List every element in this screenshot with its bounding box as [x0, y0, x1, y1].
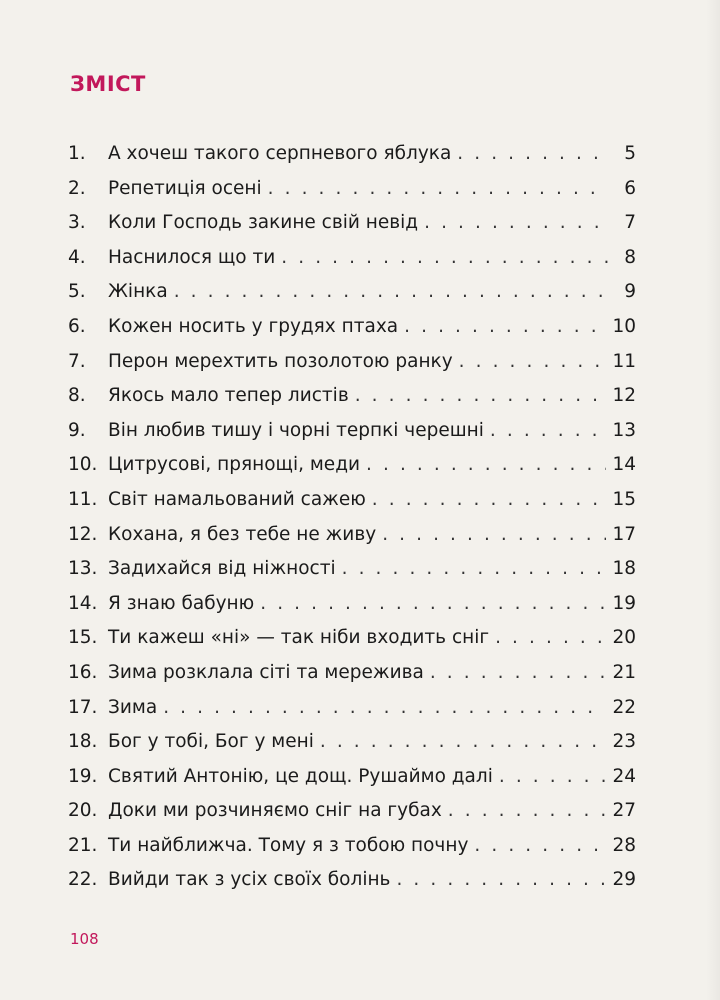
toc-entry — [68, 275, 636, 310]
toc-entry-number: 2. — [68, 177, 86, 199]
toc-entry-title: Ти кажеш «ні» — так ніби входить сніг — [108, 627, 490, 649]
toc-entry-number: 9. — [68, 419, 86, 441]
toc-entry-title: А хочеш такого серпневого яблука — [108, 143, 452, 164]
toc-entry-title: Жінка — [108, 281, 168, 303]
dot-leader — [260, 587, 606, 622]
toc-entry — [68, 794, 636, 829]
toc-entry-page: 13 — [612, 419, 636, 441]
toc-entry-title: Зима — [108, 696, 158, 718]
toc-entry-title: Ти найближча. Тому я з тобою почну — [108, 834, 469, 856]
toc-entry-number: 3. — [68, 212, 86, 234]
dot-leader — [366, 448, 606, 483]
toc-entry-title: Світ намальований сажею — [108, 488, 366, 510]
dot-leader — [281, 241, 608, 276]
toc-entry-title: Кожен носить у грудях птаха — [108, 315, 399, 337]
table-of-contents — [68, 137, 636, 898]
page-number: 108 — [70, 930, 99, 948]
toc-entry-title: Наснилося що ти — [108, 246, 276, 268]
toc-entry-number: 1. — [68, 143, 86, 164]
toc-entry-number: 6. — [68, 315, 86, 337]
toc-entry-page: 24 — [612, 765, 636, 787]
dot-leader — [448, 794, 607, 829]
dot-leader — [424, 206, 608, 241]
toc-entry — [68, 552, 636, 587]
toc-entry — [68, 587, 636, 622]
toc-entry — [68, 691, 636, 726]
dot-leader — [382, 518, 606, 553]
toc-entry — [68, 206, 636, 241]
toc-entry-page: 29 — [612, 869, 636, 891]
toc-entry-number: 5. — [68, 281, 86, 303]
toc-entry-title: Перон мерехтить позолотою ранку — [108, 350, 453, 372]
dot-leader — [320, 725, 607, 760]
toc-entry — [68, 621, 636, 656]
toc-entry — [68, 483, 636, 518]
dot-leader — [404, 310, 606, 345]
dot-leader — [163, 691, 606, 726]
toc-entry-number: 12. — [68, 523, 98, 545]
toc-entry-title: Цитрусові, прянощі, меди — [108, 454, 361, 476]
toc-entry-title: Вийди так з усіх своїх болінь — [108, 869, 391, 891]
dot-leader — [474, 829, 606, 864]
toc-entry — [68, 829, 636, 864]
toc-entry-number: 22. — [68, 869, 98, 891]
toc-entry — [68, 310, 636, 345]
toc-entry-title: Зима розклала сіті та мереживa — [108, 661, 424, 683]
dot-leader — [430, 656, 607, 691]
toc-entry — [68, 725, 636, 760]
toc-entry-title: Бог у тобі, Бог у мені — [108, 731, 314, 753]
toc-entry-number: 20. — [68, 800, 98, 822]
toc-entry-title: Доки ми розчиняємо сніг на губах — [108, 800, 442, 822]
toc-entry-number: 16. — [68, 661, 98, 683]
toc-entry-number: 13. — [68, 558, 98, 580]
toc-entry-page: 11 — [612, 350, 636, 372]
toc-entry-page: 28 — [612, 834, 636, 856]
toc-entry-page: 9 — [624, 281, 636, 303]
toc-entry-page: 12 — [612, 385, 636, 407]
toc-entry-title: Я знаю бабуню — [108, 592, 255, 614]
toc-entry-page: 10 — [612, 315, 636, 337]
dot-leader — [342, 552, 607, 587]
toc-entry-title: Репетиція осені — [108, 177, 262, 199]
toc-entry — [68, 518, 636, 553]
toc-entry — [68, 137, 636, 172]
dot-leader — [396, 863, 606, 898]
toc-entry-number: 18. — [68, 731, 98, 753]
page-title: ЗМІСТ — [70, 72, 146, 96]
toc-entry — [68, 656, 636, 691]
dot-leader — [355, 379, 607, 414]
toc-entry-page: 23 — [612, 731, 636, 753]
dot-leader — [372, 483, 607, 518]
dot-leader — [495, 621, 606, 656]
toc-entry-page: 15 — [612, 488, 636, 510]
toc-entry-page: 22 — [612, 696, 636, 718]
toc-entry-page: 19 — [612, 592, 636, 614]
toc-entry-title: Святий Антонію, це дощ. Рушаймо далі — [108, 765, 493, 787]
toc-entry-number: 15. — [68, 627, 98, 649]
toc-entry-page: 20 — [612, 627, 636, 649]
dot-leader — [457, 137, 608, 172]
toc-entry-page: 17 — [612, 523, 636, 545]
dot-leader — [459, 345, 607, 380]
toc-entry-number: 4. — [68, 246, 86, 268]
toc-entry-number: 14. — [68, 592, 98, 614]
toc-entry — [68, 414, 636, 449]
dot-leader — [174, 275, 608, 310]
toc-entry-title: Він любив тишу і чорні терпкі черешні — [108, 419, 484, 441]
toc-entry — [68, 172, 636, 207]
toc-entry-number: 8. — [68, 385, 86, 407]
toc-entry-title: Кохана, я без тебе не живу — [108, 523, 377, 545]
toc-entry-number: 10. — [68, 454, 98, 476]
toc-entry-number: 21. — [68, 834, 98, 856]
dot-leader — [499, 760, 607, 795]
toc-entry — [68, 863, 636, 898]
toc-entry-number: 19. — [68, 765, 98, 787]
dot-leader — [490, 414, 607, 449]
toc-entry-page: 5 — [624, 143, 636, 164]
toc-entry-page: 14 — [612, 454, 636, 476]
toc-entry-page: 6 — [624, 177, 636, 199]
toc-entry-title: Задихайся від ніжності — [108, 558, 336, 580]
toc-entry-number: 7. — [68, 350, 86, 372]
toc-entry-page: 8 — [624, 246, 636, 268]
toc-entry-page: 18 — [612, 558, 636, 580]
toc-entry-number: 17. — [68, 696, 98, 718]
toc-entry-page: 21 — [612, 661, 636, 683]
toc-entry-title: Коли Господь закине свій невід — [108, 212, 419, 234]
dot-leader — [268, 172, 608, 207]
toc-entry — [68, 379, 636, 414]
page-edge-shadow — [706, 0, 720, 1000]
toc-entry — [68, 241, 636, 276]
toc-entry — [68, 760, 636, 795]
toc-entry-title: Якось мало тепер листів — [108, 385, 349, 407]
toc-entry-page: 7 — [624, 212, 636, 234]
toc-entry-number: 11. — [68, 488, 98, 510]
toc-entry — [68, 448, 636, 483]
toc-entry — [68, 345, 636, 380]
toc-entry-page: 27 — [612, 800, 636, 822]
